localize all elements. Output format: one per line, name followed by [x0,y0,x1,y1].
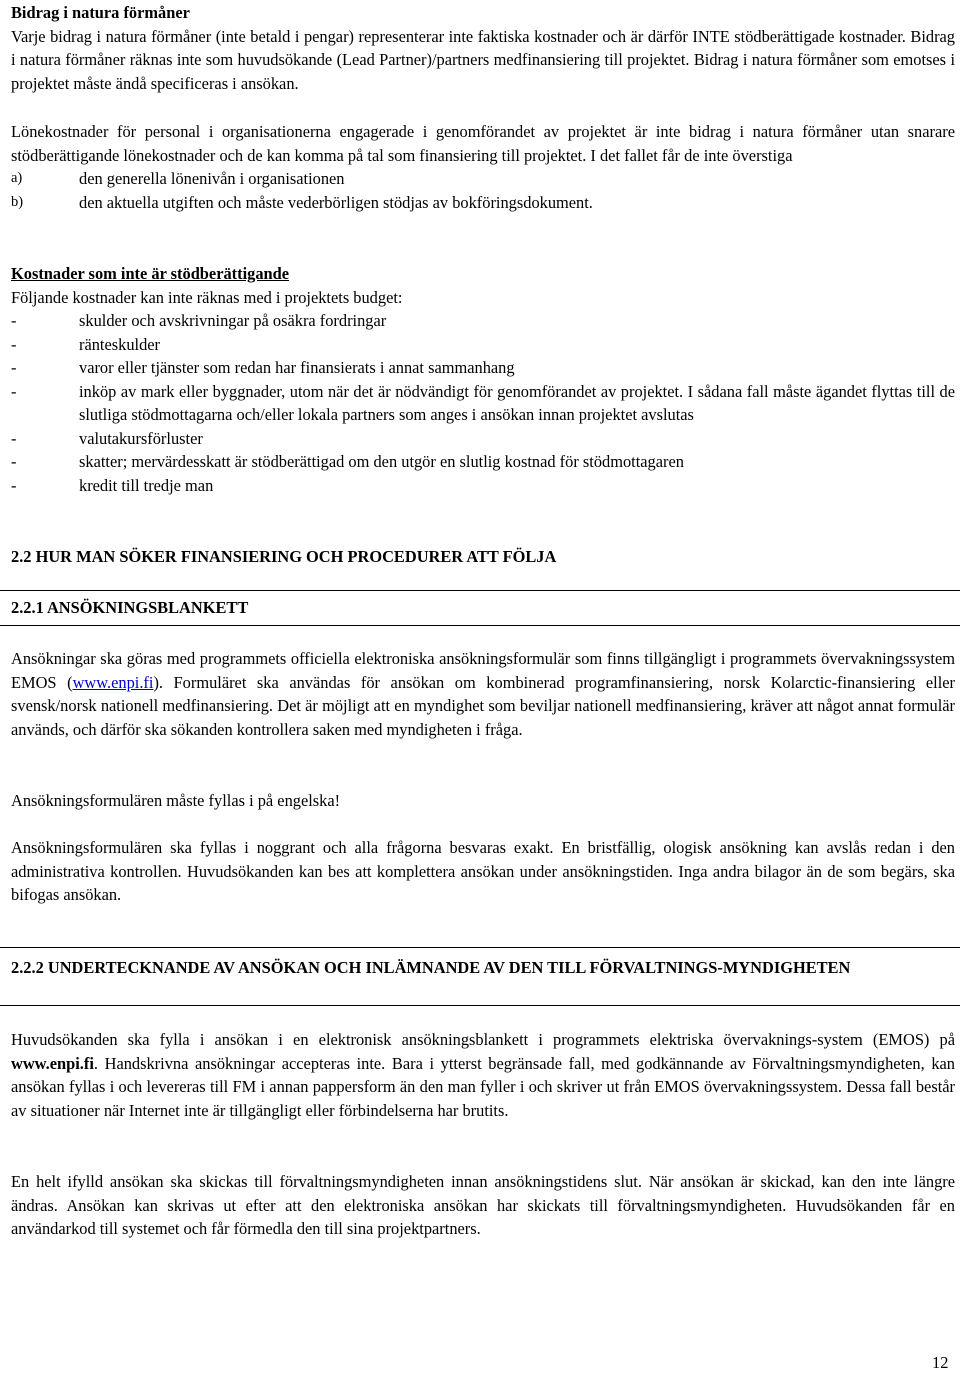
paragraph-application-form [11,647,955,741]
list-item-text: skatter; mervärdesskatt är stödberättigad om den utgör en slutlig kostnad för stödmottagaren [79,452,684,471]
list-item-text: den generella lönenivån i organisationen [79,169,345,188]
list-item-text: varor eller tjänster som redan har finansierats i annat sammanhang [79,358,515,377]
list-item [11,427,955,451]
paragraph: Varje bidrag i natura förmåner (inte betald i pengar) representerar inte faktiska kostnader och är därför INTE stödberättigade kostnader. Bidrag i natura förmåner räknas inte som huvudsökande (Lead Partner)/partners medfinansiering till projektet. Bidrag i natura förmåner som emotses i projektet måste ändå specificeras i ansökan. [11,26,955,93]
text-run: Ansökningar ska göras med programmets officiella elektroniska ansökningsformulär som finns tillgängligt i programmets övervakningssystem EMOS ( [11,649,955,692]
heading-2-2-1: 2.2.1 ANSÖKNINGSBLANKETT [11,598,249,617]
list-marker: - [11,428,17,448]
page-number: 12 [932,1353,949,1372]
list-item-text: den aktuella utgiften och måste vederbörligen stödjas av bokföringsdokument. [79,192,593,212]
paragraph-submission-deadline: En helt ifylld ansökan ska skickas till förvaltningsmyndigheten innan ansökningstidens slut. När ansökan är skickad, kan den inte längre ändras. Ansökan kan skrivas ut efter att den elektroniska ansökan har skickats till förvaltningsmyndigheten. Huvudsökanden får en användarkod till systemet och får förmedla den till sina projektpartners. [11,1172,955,1238]
heading-2-2-2: 2.2.2 UNDERTECKNANDE AV ANSÖKAN OCH INLÄMNANDE AV DEN TILL FÖRVALTNINGS-MYNDIGHETEN [11,958,851,977]
list-marker: - [11,311,17,330]
list-item [11,474,955,498]
list-item [11,333,955,357]
list-item [11,450,955,474]
list-marker: - [11,358,17,377]
list-marker: b) [11,193,24,210]
heading-box-2-2-1 [0,590,960,626]
list-item [11,380,955,427]
list-item-text: skulder och avskrivningar på osäkra fordringar [79,311,387,330]
list-marker: - [11,475,17,495]
enpi-address: www.enpi.fi [11,1053,94,1073]
list-item [11,356,955,380]
text-run: ). Formuläret ska användas för ansökan om kombinerad programfinansiering, norsk Kolarctic-finansiering eller svensk/norsk nationell medfinansiering. Det är möjligt att en myndighet som beviljar nationell medfinansiering, kräver att något annat formulär används, och därför ska sökanden kontrollera saken med myndigheten i fråga. [11,672,955,739]
list-marker: a) [11,170,23,186]
text-run: . Handskrivna ansökningar accepteras inte. Bara i ytterst begränsade fall, med godkännande av Förvaltningsmyndigheten, kan ansökan fyllas i och levereras till FM i annan pappersform än den man fyller i och skriver ut från EMOS övervakningssystem. Dessa fall består av situationer när Internet inte är tillgängligt eller förbindelserna har brutits. [11,1053,955,1120]
list-marker: - [11,334,17,354]
list-item [11,167,955,191]
paragraph-english-notice: Ansökningsformulären måste fyllas i på engelska! [11,791,341,810]
heading-box-2-2-2 [0,947,960,1006]
list-item [11,191,955,215]
paragraph: Följande kostnader kan inte räknas med i projektets budget: [11,287,403,307]
section-heading: Kostnader som inte är stödberättigande [11,264,290,283]
list-item-text: inköp av mark eller byggnader, utom när det är nödvändigt för genomförandet av projektet. I sådana fall måste ägandet flyttas till de slutliga stödmottagarna och/eller lokala partners som anges i ansökan innan projektet avslutas [79,381,955,424]
section-in-kind-contributions [11,1,955,95]
list-item-text: kredit till tredje man [79,475,214,495]
text-run: Huvudsökanden ska fylla i ansökan i en elektronisk ansökningsblankett i programmets elektriska övervaknings-system (EMOS) på [11,1030,955,1049]
section-salary-costs [11,120,955,214]
list-item [11,309,955,333]
list-marker: - [11,452,17,471]
section-ineligible-costs [11,262,955,497]
paragraph: Lönekostnader för personal i organisationerna engagerade i genomförandet av projektet är inte bidrag i natura förmåner utan snarare stödberättigande lönekostnader och de kan komma på tal som finansiering till projektet. I det fallet får de inte överstiga [11,122,955,165]
list-marker: - [11,381,17,401]
heading-2-2: 2.2 HUR MAN SÖKER FINANSIERING OCH PROCEDURER ATT FÖLJA [11,547,557,566]
enpi-link[interactable]: www.enpi.fi [72,672,154,692]
paragraph-electronic-submission [11,1028,955,1122]
paragraph-fill-instructions: Ansökningsformulären ska fyllas i noggrant och alla frågorna besvaras exakt. En bristfällig, ologisk ansökning kan avslås redan i den administrativa kontrollen. Huvudsökanden kan bes att komplettera ansökan under ansökningstiden. Inga andra bilagor än de som begärs, ska bifogas ansökan. [11,838,955,904]
list-item-text: valutakursförluster [79,428,203,448]
section-heading: Bidrag i natura förmåner [11,3,190,22]
list-item-text: ränteskulder [79,334,161,354]
